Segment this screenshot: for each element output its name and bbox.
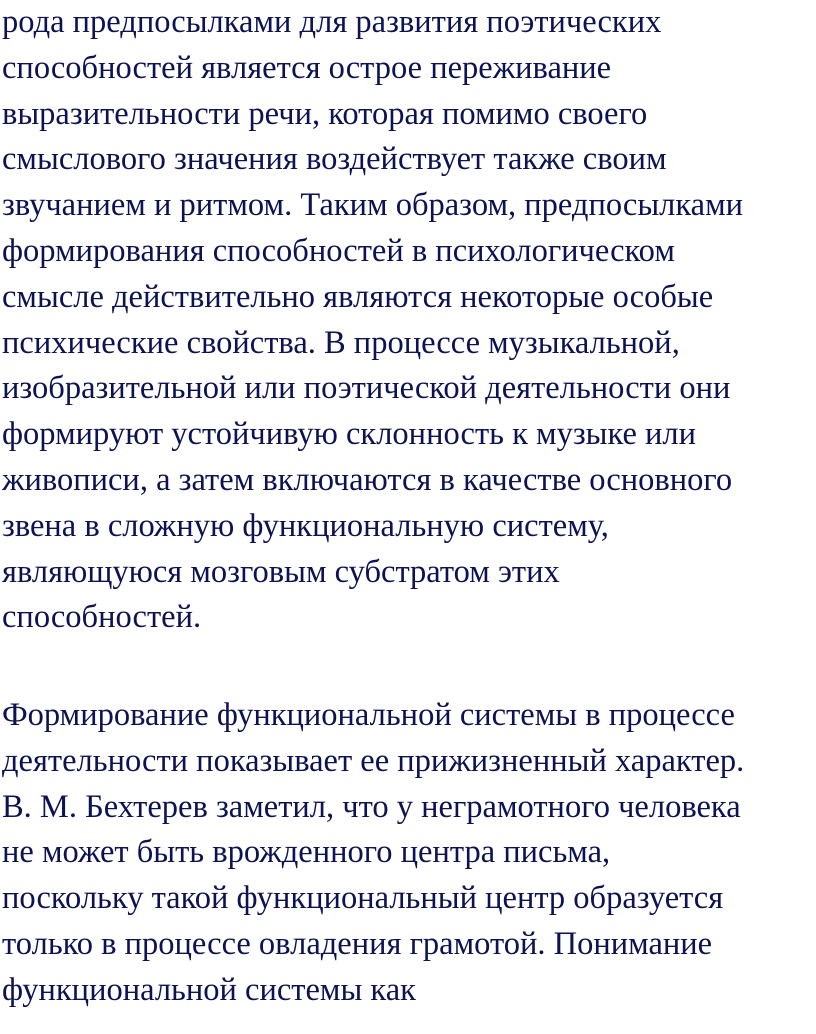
paragraph-1 xyxy=(2,0,814,641)
text-line: рода предпосылками для развития поэтических xyxy=(2,4,662,40)
text-line: психические свойства. В процессе музыкальной, xyxy=(2,324,680,361)
text-line: поскольку такой функциональный центр образуется xyxy=(2,880,724,917)
text-line: живописи, а затем включаются в качестве основного xyxy=(2,461,733,498)
text-line: изобразительной или поэтической деятельности они xyxy=(2,370,731,407)
text-line: формирования способностей в психологическом xyxy=(2,232,675,269)
text-line: только в процессе овладения грамотой. Понимание xyxy=(2,925,713,962)
text-line: не может быть врожденного центра письма, xyxy=(2,834,611,871)
text-line: способностей. xyxy=(2,599,202,636)
text-line: формируют устойчивую склонность к музыке или xyxy=(2,416,697,453)
text-line: звена в сложную функциональную систему, xyxy=(2,507,609,544)
text-line: способностей является острое переживание xyxy=(2,49,612,86)
text-line: Формирование функциональной системы в процессе xyxy=(2,697,735,733)
text-line: деятельности показывает ее прижизненный характер. xyxy=(2,742,745,779)
text-line: являющуюся мозговым субстратом этих xyxy=(2,553,560,590)
paragraph-2 xyxy=(2,693,814,1014)
text-line: В. М. Бехтерев заметил, что у неграмотного человека xyxy=(2,788,741,825)
text-line: выразительности речи, которая помимо своего xyxy=(2,95,648,132)
text-line: смысле действительно являются некоторые особые xyxy=(2,278,714,315)
text-line: звучанием и ритмом. Таким образом, предпосылками xyxy=(2,187,744,224)
text-line: функциональной системы как xyxy=(2,971,416,1008)
text-line: смыслового значения воздействует также своим xyxy=(2,141,667,178)
